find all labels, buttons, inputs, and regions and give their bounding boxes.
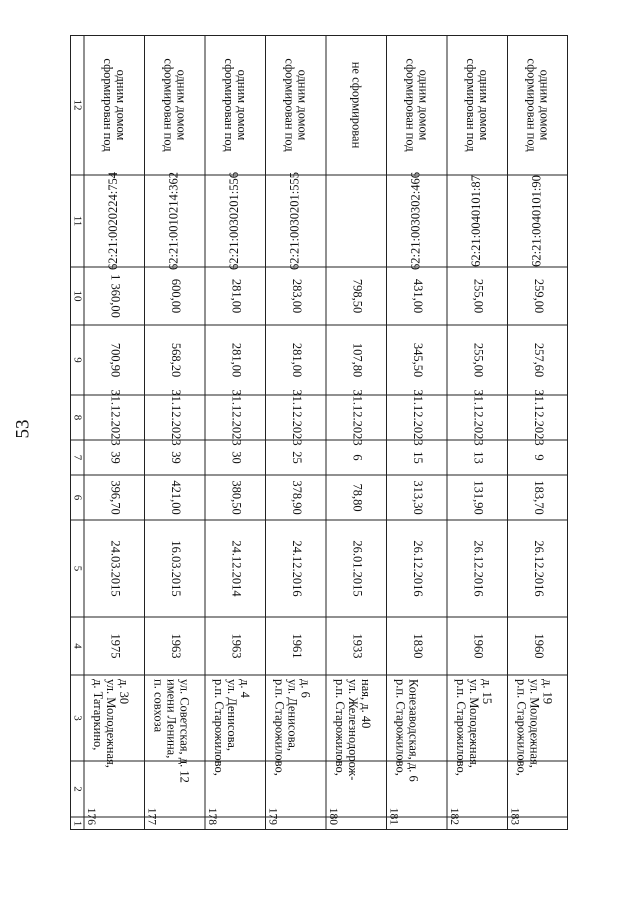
cell-v9: 107,80 [350,342,365,378]
status-line: сформирован под [161,58,176,152]
status-line: одним домом [174,69,189,141]
cell-year: 1960 [471,633,486,659]
cell-area: 78,80 [350,483,365,512]
cell-year: 1963 [168,633,183,659]
cell-v9: 281,00 [289,342,304,378]
address-line: ул. Советская, д. 12 [177,679,192,783]
address-line: д. 15 [480,679,494,705]
row-number: 176 [85,807,97,825]
cell-people: 25 [289,451,304,464]
column-header-7: 7 [71,454,84,461]
address-line: р.п. Старожилово, [272,679,287,776]
column-header-8: 8 [71,414,84,421]
cell-kad: 62:21:0020224:754 [106,172,121,270]
status-line: одним домом [113,69,128,141]
cell-year: 1975 [108,633,123,659]
column-header-2: 2 [71,786,84,792]
address-line: р.п. Старожилово, [454,679,468,776]
cell-kad: 62:21:0030302:466 [408,172,423,270]
cell-status [161,58,188,152]
address-line: ная, д. 40 [359,679,373,729]
row-number: 179 [266,807,279,825]
cell-address [394,679,421,782]
cell-date2: 31.12.2023 [229,389,244,446]
cell-date1: 24.03.2015 [108,540,123,597]
row-number: 181 [387,807,400,825]
cell-v10: 281,00 [229,278,244,314]
row-number: 177 [145,807,158,825]
cell-people: 9 [531,454,546,461]
column-header-11: 11 [71,215,84,227]
cell-v9: 345,50 [410,342,425,378]
status-line: одним домом [537,69,552,141]
cell-status [524,58,551,152]
cell-v10: 798,50 [350,278,365,314]
status-line: одним домом [476,69,491,141]
cell-people: 6 [350,454,365,461]
row-number: 180 [327,807,339,825]
cell-date2: 31.12.2023 [531,389,546,446]
cell-date2: 31.12.2023 [410,389,425,446]
cell-area: 380,50 [229,480,244,515]
cell-area: 183,70 [531,480,546,515]
cell-people: 13 [471,451,486,464]
cell-date1: 24.12.2014 [229,540,244,597]
status-line: сформирован под [282,58,297,152]
address-line: д. 30 [117,679,131,705]
cell-people: 39 [108,451,123,464]
cell-area: 421,00 [168,480,183,515]
cell-people: 30 [229,451,244,464]
housing-register-table [70,35,568,830]
column-header-5: 5 [71,565,84,572]
cell-date2: 31.12.2023 [471,389,486,446]
status-line: одним домом [416,69,431,141]
cell-v9: 700,90 [108,342,123,378]
cell-date2: 31.12.2023 [289,389,304,446]
address-line: д. Татаркино, [91,679,105,751]
address-line: п. совхоза [151,679,166,733]
cell-status [403,58,430,152]
cell-address [333,679,373,780]
address-line: ул. Молодежная, [467,679,481,768]
cell-v10: 283,00 [289,278,304,314]
address-line: ул. Молодежная, [527,679,542,768]
cell-date1: 26.12.2016 [471,540,486,597]
table-grid [70,35,568,830]
cell-area: 131,90 [471,480,486,515]
cell-people: 39 [168,451,183,464]
row-number: 178 [206,807,218,825]
status-line: одним домом [295,69,310,141]
address-line: р.п. Старожилово, [333,679,347,776]
cell-status [282,58,309,152]
cell-address [152,679,192,783]
address-line: ул. Денисова, [225,679,239,752]
address-line: р.п. Старожилово, [212,679,226,776]
status-line: сформирован под [221,58,236,152]
status-line: сформирован под [463,58,478,152]
cell-status [222,58,249,152]
cell-kad: 62:21:0030201:555 [287,172,302,270]
row-number: 183 [508,807,521,825]
cell-date1: 24.12.2016 [289,540,304,597]
cell-v9: 255,00 [471,342,486,378]
address-line: р.п. Старожилово, [514,679,529,776]
address-line: д. 19 [540,679,555,705]
cell-date2: 31.12.2023 [350,389,365,446]
address-line: ул. Денисова, [285,679,300,752]
cell-v9: 281,00 [229,342,244,378]
address-line: д. 4 [238,679,252,698]
cell-area: 396,70 [108,480,123,515]
cell-kad: 62:21:0030201:556 [227,172,242,270]
cell-v10: 600,00 [168,278,183,314]
column-header-9: 9 [71,357,84,363]
cell-v10: 431,00 [410,278,425,314]
address-line: имени Ленина, [164,679,179,759]
cell-date2: 31.12.2023 [168,389,183,446]
cell-area: 378,90 [289,480,304,515]
cell-date1: 16.03.2015 [168,540,183,597]
cell-v9: 257,60 [531,342,546,378]
status-line: одним домом [234,69,249,141]
cell-status [349,62,363,149]
cell-v10: 259,00 [531,278,546,314]
status-line: сформирован под [524,58,539,152]
address-line: д. 6 [298,679,313,698]
table-frame [71,36,568,830]
cell-year: 1933 [350,633,365,659]
cell-v10: 1 360,00 [108,274,123,318]
cell-status [464,58,491,152]
cell-kad: 62:21:0040101:87 [469,175,484,267]
cell-year: 1830 [410,633,425,659]
cell-date2: 31.12.2023 [108,389,123,446]
cell-date1: 26.01.2015 [350,540,365,597]
status-line: не сформирован [349,61,364,149]
address-line: ул. Молодежная, [104,679,118,768]
cell-year: 1963 [229,633,244,659]
cell-year: 1960 [531,633,546,659]
cell-v9: 568,20 [168,342,183,378]
cell-status [101,58,128,152]
column-header-10: 10 [71,290,84,302]
status-line: сформирован под [100,58,115,152]
cell-year: 1961 [289,633,304,659]
row-number: 182 [448,807,460,825]
column-header-1: 1 [71,820,84,827]
cell-kad: 62:21:0040101:90 [529,175,544,267]
column-header-6: 6 [71,494,84,501]
column-header-3: 3 [71,715,84,721]
cell-area: 313,30 [410,480,425,515]
cell-people: 15 [410,451,425,464]
page-number: 53 [12,419,34,439]
cell-date1: 26.12.2016 [531,540,546,597]
address-line: р.п. Старожилово, [393,679,408,776]
address-line: ул. Железнодорож- [346,679,360,781]
cell-v10: 255,00 [471,278,486,314]
column-header-4: 4 [71,643,84,649]
cell-address [91,679,131,768]
column-header-12: 12 [71,99,84,111]
status-line: сформирован под [403,58,418,152]
address-line: Конезаводская, д. 6 [406,679,421,782]
cell-kad: 62:21:0010214:362 [166,172,181,270]
cell-date1: 26.12.2016 [410,540,425,597]
